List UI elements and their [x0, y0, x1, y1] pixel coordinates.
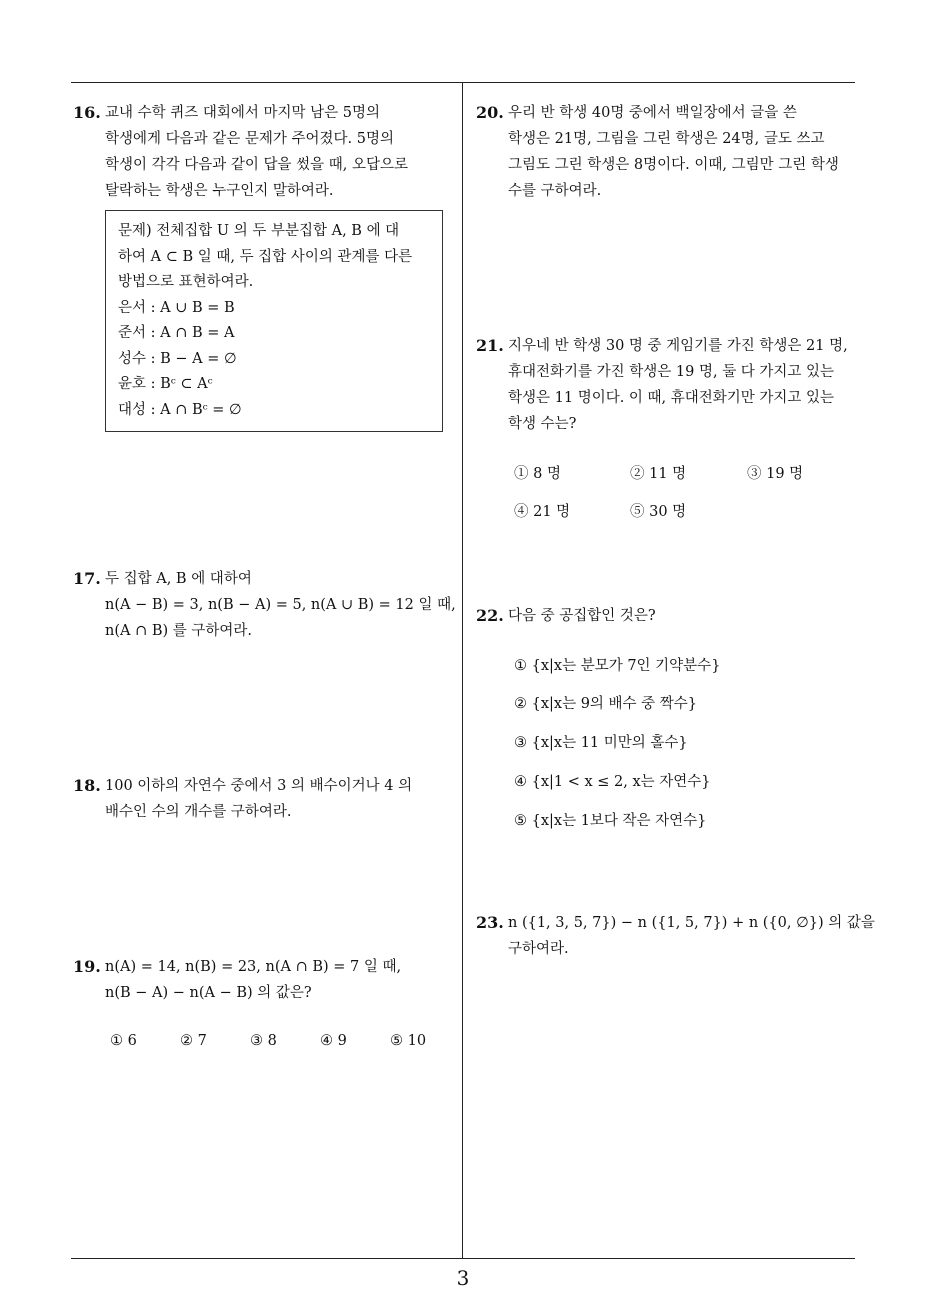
- question-19: [73, 954, 402, 1006]
- choice-3[interactable]: ③ 19 명: [747, 466, 804, 482]
- question-number: 16.: [73, 103, 101, 122]
- question-text-line: 탈락하는 학생은 누구인지 말하여라.: [105, 183, 334, 199]
- choice-2[interactable]: ② 11 명: [630, 466, 687, 482]
- choice-1[interactable]: ① 8 명: [514, 466, 561, 482]
- choice-4[interactable]: ④ 21 명: [514, 504, 571, 520]
- problem-box: [105, 210, 443, 432]
- question-number: 18.: [73, 776, 101, 795]
- question-text-line: 우리 반 학생 40명 중에서 백일장에서 글을 쓴: [508, 105, 797, 121]
- choice-4[interactable]: ④ {x|1 < x ≤ 2, x는 자연수}: [514, 774, 711, 790]
- choice-2[interactable]: ② 7: [180, 1033, 207, 1049]
- page-number: 3: [456, 1266, 470, 1290]
- question-text-line: n(A) = 14, n(B) = 23, n(A ∩ B) = 7 일 때,: [105, 959, 402, 975]
- question-text-line: 지우네 반 학생 30 명 중 게임기를 가진 학생은 21 명,: [508, 338, 848, 354]
- box-line: 방법으로 표현하여라.: [118, 274, 254, 290]
- choice-1[interactable]: ① {x|x는 분모가 7인 기약분수}: [514, 658, 721, 674]
- choice-3[interactable]: ③ 8: [250, 1033, 277, 1049]
- answer-seongsu: 성수 : B − A = ∅: [118, 350, 237, 367]
- answer-eunseo: 은서 : A ∪ B = B: [118, 299, 235, 316]
- question-17: [73, 566, 456, 644]
- question-text-line: 수를 구하여라.: [508, 183, 602, 199]
- answer-junseo: 준서 : A ∩ B = A: [118, 325, 235, 341]
- question-18: [73, 773, 413, 825]
- top-rule: [71, 82, 855, 83]
- question-text-line: n ({1, 3, 5, 7}) − n ({1, 5, 7}) + n ({0, ∅}) 의 값을: [508, 915, 875, 931]
- question-16: [73, 100, 409, 204]
- question-20: [476, 100, 839, 204]
- box-line: 문제) 전체집합 U 의 두 부분집합 A, B 에 대: [118, 223, 400, 239]
- question-text-line: 다음 중 공집합인 것은?: [508, 608, 656, 624]
- choice-4[interactable]: ④ 9: [320, 1033, 347, 1049]
- question-text-line: 그림도 그린 학생은 8명이다. 이때, 그림만 그린 학생: [508, 157, 839, 173]
- box-line: 하여 A ⊂ B 일 때, 두 집합 사이의 관계를 다른: [118, 248, 413, 265]
- choice-5[interactable]: ⑤ 10: [390, 1033, 427, 1049]
- choice-1[interactable]: ① 6: [110, 1033, 137, 1049]
- question-number: 22.: [476, 606, 504, 625]
- question-number: 21.: [476, 336, 504, 355]
- question-text-line: n(A ∩ B) 를 구하여라.: [105, 623, 253, 639]
- question-text-line: 학생은 11 명이다. 이 때, 휴대전화기만 가지고 있는: [508, 390, 835, 406]
- choice-3[interactable]: ③ {x|x는 11 미만의 홀수}: [514, 735, 688, 751]
- question-23: [476, 910, 875, 962]
- question-text-line: 두 집합 A, B 에 대하여: [105, 571, 252, 587]
- question-22: [476, 603, 656, 629]
- choice-2[interactable]: ② {x|x는 9의 배수 중 짝수}: [514, 696, 698, 712]
- question-number: 23.: [476, 913, 504, 932]
- column-divider: [462, 82, 463, 1258]
- question-number: 19.: [73, 957, 101, 976]
- question-text-line: 구하여라.: [508, 941, 569, 957]
- question-text-line: n(B − A) − n(A − B) 의 값은?: [105, 985, 312, 1001]
- answer-daeseong: 대성 : A ∩ Bᶜ = ∅: [118, 401, 242, 418]
- question-text-line: 학생 수는?: [508, 416, 577, 432]
- choice-5[interactable]: ⑤ 30 명: [630, 504, 687, 520]
- question-text-line: 학생은 21명, 그림을 그린 학생은 24명, 글도 쓰고: [508, 131, 825, 147]
- question-text-line: 배수인 수의 개수를 구하여라.: [105, 804, 292, 820]
- question-21: [476, 333, 848, 437]
- question-text-line: n(A − B) = 3, n(B − A) = 5, n(A ∪ B) = 12 일 때,: [105, 597, 456, 613]
- bottom-rule: [71, 1258, 855, 1259]
- question-text-line: 100 이하의 자연수 중에서 3 의 배수이거나 4 의: [105, 778, 413, 794]
- question-text-line: 휴대전화기를 가진 학생은 19 명, 둘 다 가지고 있는: [508, 364, 835, 380]
- choice-5[interactable]: ⑤ {x|x는 1보다 작은 자연수}: [514, 813, 707, 829]
- question-text-line: 학생이 각각 다음과 같이 답을 썼을 때, 오답으로: [105, 157, 409, 173]
- question-number: 17.: [73, 569, 101, 588]
- question-text-line: 교내 수학 퀴즈 대회에서 마지막 남은 5명의: [105, 105, 380, 121]
- question-text-line: 학생에게 다음과 같은 문제가 주어졌다. 5명의: [105, 131, 395, 147]
- question-number: 20.: [476, 103, 504, 122]
- answer-yunho: 윤호 : Bᶜ ⊂ Aᶜ: [118, 376, 213, 392]
